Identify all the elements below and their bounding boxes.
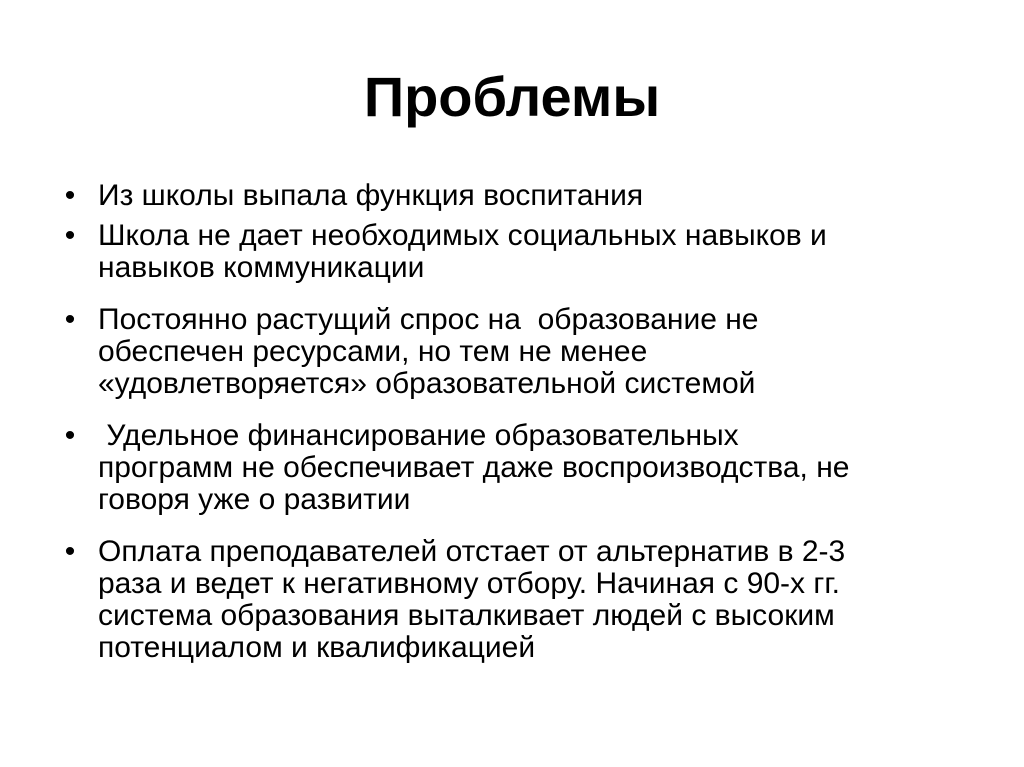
bullet-text: Постоянно растущий спрос на образование не обеспечен ресурсами, но тем не менее «удовлетворяется» образовательной системой: [98, 303, 759, 400]
bullet-text: Оплата преподавателей отстает от альтернатив в 2-3 раза и ведет к негативному отбору. Начиная с 90-х гг. система образования выталкивает людей с высоким потенциалом и квалификацией: [98, 535, 846, 664]
slide-title: Проблемы: [363, 65, 661, 128]
bullet-item: [60, 304, 980, 400]
bullet-text: Удельное финансирование образовательных программ не обеспечивает даже воспроизводства, не говоря уже о развитии: [98, 419, 850, 516]
bullet-item: [60, 420, 980, 516]
bullet-icon: •: [64, 535, 76, 568]
bullet-item: [60, 220, 980, 284]
bullet-text: Из школы выпала функция воспитания: [98, 179, 644, 212]
bullet-item: [60, 536, 980, 664]
bullet-icon: •: [64, 219, 76, 252]
bullet-icon: •: [64, 179, 76, 212]
bullet-icon: •: [64, 303, 76, 336]
bullet-item: [60, 180, 980, 212]
bullet-text: Школа не дает необходимых социальных навыков и навыков коммуникации: [98, 219, 827, 284]
bullet-icon: •: [64, 419, 76, 452]
bullet-list: [60, 180, 980, 664]
